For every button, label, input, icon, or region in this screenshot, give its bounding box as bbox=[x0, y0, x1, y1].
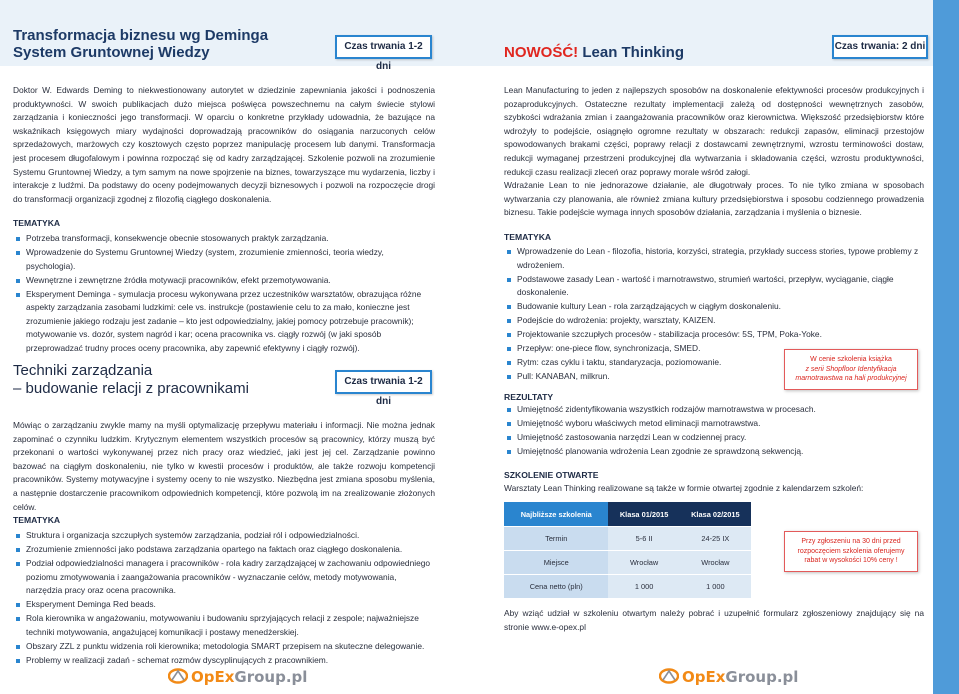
right-intro-b: Wdrażanie Lean to nie jednorazowe działanie, ale długotrwały proces. To nie tylko zmiana w sposobach wytwarzania czy planowania, ale również zmiana kultury przedsiębiorstwa i sposobu codziennego prowadzenia biznesu. Takie podejście wymaga innych sposobów działania, zarządzania i myślenia o biznesie. bbox=[504, 180, 924, 218]
right-duration-badge: Czas trwania: 2 dni bbox=[832, 35, 928, 59]
left-intro-b: W oparciu o konkretne przykłady udowadnia, że bazujące na wskaźnikach księgowych miary wydajności doprowadzają pracowników do osiągania narzuconych celów sprzedażowych, marżowych czy kosztowych często poprzez manipulację procesem lub danymi. Transformacja jest procesem długofalowym i powinna rozpocząć się od kadry zarządzającej. Szkolenie pozwoli na zrozumienie Systemu Gruntownej Wiedzy, a tym samym na nowe spojrzenie na biznes, towarzyszące mu wydarzenia, liczby i interakcje z ludźmi. Da podstawy do oceny podejmowanych decyzji biznesowych i pozwoli na rozpoczęcie drogi do transformacji organizacji zgodnej z filozofią ciągłego doskonalenia. bbox=[13, 112, 435, 204]
left-title2-line1: Techniki zarządzania bbox=[13, 362, 153, 379]
list-item: Eksperyment Deminga - symulacja procesu wykonywana przez uczestników warsztatów, obrazująca różne aspekty zarządzania zasobami ludzkimi: cele vs. instrukcje (postawienie celu to za mało, konieczne jest zrozumienie jakiego rodzaju jest zadanie – kto jest odpowiedzialny, jakiej pomocy potrzebuje pracownik); motywowanie vs. dozór, system nagród i kar; ocena pracownika vs. ciągły rozwój (w jaki sposób przeprowadzać trudny proces oceny pracownika, aby zapewnić efektywny i ciągły rozwój). bbox=[13, 288, 435, 356]
discount-note-box bbox=[784, 531, 918, 572]
list-item: Eksperyment Deminga Red beads. bbox=[13, 598, 435, 612]
list-item: Umiejętność zastosowania narzędzi Lean w codziennej pracy. bbox=[504, 431, 924, 445]
left-duration-badge: Czas trwania 1-2 dni bbox=[335, 35, 432, 59]
list-item: Zrozumienie zmienności jako podstawa zarządzania opartego na faktach oraz ciągłego doskonalenia. bbox=[13, 543, 435, 557]
right-results-heading: REZULTATY bbox=[504, 392, 554, 402]
table-row bbox=[504, 550, 751, 574]
list-item: Potrzeba transformacji, konsekwencje obecnie stosowanych praktyk zarządzania. bbox=[13, 232, 435, 246]
table-header-cell: Klasa 02/2015 bbox=[680, 502, 751, 526]
left-logo-rest: Group.pl bbox=[234, 668, 308, 686]
right-intro bbox=[504, 84, 924, 220]
left-intro-a: Doktor W. Edwards Deming to niekwestionowany autorytet w dziedzinie zapewniania jakości i podnoszenia produktywności. W swoich publikacjach dużo miejsca poświęca powszechnemu na całym świecie stylowi zarządzania i konieczności jego transformacji. bbox=[13, 85, 435, 123]
list-item: Umiejętność zidentyfikowania wszystkich rodzajów marnotrawstwa w procesach. bbox=[504, 403, 924, 417]
schedule-table bbox=[504, 502, 751, 598]
left-intro bbox=[13, 84, 435, 206]
right-topics-heading: TEMATYKA bbox=[504, 232, 552, 242]
left-title bbox=[13, 27, 268, 61]
table-header-cell: Klasa 01/2015 bbox=[608, 502, 679, 526]
table-cell: Termin bbox=[504, 526, 608, 550]
left-title2 bbox=[13, 362, 249, 398]
left-logo-brand: OpEx bbox=[191, 668, 235, 686]
signup-text: Aby wziąć udział w szkoleniu otwartym należy pobrać i uzupełnić formularz zgłoszeniowy znajdujący się na stronie www.e-opex.pl bbox=[504, 608, 924, 632]
list-item: Podział odpowiedzialności managera i pracowników - rola kadry zarządzającej w zachowaniu odpowiedniego poziomu zmotywowania i zaangażowania pracowników - wyznaczanie celów, metody motywowania, narzędzia pracy oraz ocena pracownika. bbox=[13, 557, 435, 598]
left-title2-line2: – budowanie relacji z pracownikami bbox=[13, 380, 249, 397]
table-header-cell: Najbliższe szkolenia bbox=[504, 502, 608, 526]
right-logo bbox=[659, 668, 798, 688]
right-logo-rest: Group.pl bbox=[725, 668, 799, 686]
table-cell: 1 000 bbox=[680, 574, 751, 598]
table-row bbox=[504, 526, 751, 550]
left-intro2: Mówiąc o zarządzaniu zwykle mamy na myśli optymalizację przepływu materiału i informacji. Nie można jednak zapominać o czynniku ludzkim. Krytycznym elementem wszystkich procesów są pracownicy, którzy muszą być przekonani o wartości wykonywanej przez nich pracy oraz wiedzieć, jaki jest jej cel. Zarządzanie powinno bazować na ciągłym doskonaleniu, nie tylko w kwestii procesów i produktów, ale także rozwoju kompetencji pracowników. Systemy motywacyjne i systemy oceny to nie wszystko. Niezbędna jest zmiana sposobu myślenia, a następnie dostarczenie pracownikom odpowiednich kompetencji, które pozwolą im na zrealizowanie złożonych celów. bbox=[13, 420, 435, 512]
accent-strip bbox=[933, 0, 959, 694]
list-item: Wewnętrzne i zewnętrzne źródła motywacji pracowników, efekt przemotywowania. bbox=[13, 274, 435, 288]
list-item: Przepływ: one-piece flow, synchronizacja, SMED. bbox=[504, 342, 924, 356]
book-note-box bbox=[784, 349, 918, 390]
list-item: Obszary ZZL z punktu widzenia roli kierownika; metodologia SMART przepisem na skuteczne delegowanie. bbox=[13, 640, 435, 654]
list-item: Budowanie kultury Lean - rola zarządzających w ciągłym doskonaleniu. bbox=[504, 300, 924, 314]
table-cell: 1 000 bbox=[608, 574, 679, 598]
right-title bbox=[504, 44, 684, 61]
discount-line3: rabat w wysokości 10% ceny ! bbox=[804, 557, 898, 564]
opex-logo-icon bbox=[659, 668, 679, 684]
right-open-text: Warsztaty Lean Thinking realizowane są także w formie otwartej zgodnie z kalendarzem szkoleń: bbox=[504, 483, 864, 493]
left-topics-list bbox=[13, 232, 435, 356]
left-topics-heading: TEMATYKA bbox=[13, 218, 61, 228]
table-header-row bbox=[504, 502, 751, 526]
book-note-line2: z serii Shopfloor Identyfikacja bbox=[805, 365, 897, 373]
opex-logo-icon bbox=[168, 668, 188, 684]
table-row bbox=[504, 574, 751, 598]
list-item: Rytm: czas cyklu i taktu, standaryzacja, poziomowanie. bbox=[504, 356, 924, 370]
left-title-line2: System Gruntownej Wiedzy bbox=[13, 44, 210, 61]
list-item: Projektowanie szczupłych procesów - stabilizacja procesów: 5S, TPM, Poka-Yoke. bbox=[504, 328, 924, 342]
right-column bbox=[494, 0, 934, 694]
list-item: Struktura i organizacja szczupłych systemów zarządzania, podział ról i odpowiedzialności. bbox=[13, 529, 435, 543]
right-title-new: NOWOŚĆ! bbox=[504, 44, 579, 61]
table-cell: 24-25 IX bbox=[680, 526, 751, 550]
table-cell: Wrocław bbox=[680, 550, 751, 574]
right-title-rest: Lean Thinking bbox=[582, 44, 685, 61]
list-item: Umiejętność wyboru właściwych metod eliminacji marnotrawstwa. bbox=[504, 417, 924, 431]
right-logo-brand: OpEx bbox=[682, 668, 726, 686]
book-note-line3: marnotrawstwa na hali produkcyjnej bbox=[795, 375, 907, 382]
discount-line2: rozpoczęciem szkolenia oferujemy bbox=[797, 547, 905, 555]
right-open-heading: SZKOLENIE OTWARTE bbox=[504, 470, 599, 480]
book-note-line1: W cenie szkolenia książka bbox=[810, 356, 892, 363]
left-topics2-heading: TEMATYKA bbox=[13, 515, 61, 525]
left-topics2-list bbox=[13, 529, 435, 668]
list-item: Wprowadzenie do Lean - filozofia, historia, korzyści, strategia, przykłady success stories, typowe problemy z wdrożeniem. bbox=[504, 245, 924, 272]
table-cell: Wrocław bbox=[608, 550, 679, 574]
table-cell: 5-6 II bbox=[608, 526, 679, 550]
discount-line1: Przy zgłoszeniu na 30 dni przed bbox=[801, 538, 901, 545]
right-intro-a: Lean Manufacturing to jeden z najlepszych sposobów na doskonalenie efektywności procesów produkcyjnych i pozaprodukcyjnych. Ostateczne rezultaty implementacji zależą od dostępności wewnętrznych zasobów, szybkości wdrażania zmian i zaangażowania pracowników oraz kierownictwa. Większość przedsiębiorstw które wdrożyły to podejście, osiągnęło ogromne rezultaty w obszarach: redukcji zapasów, eliminacji przestojów spowodowanych brakami części, poprawy relacji z dostawcami zewnętrznymi, wzrostu terminowości dostaw, redukcji wymaganej przestrzeni produkcyjnej dla wytwarzania i składowania części, wzrostu produktywności, redukcji czasu realizacji zleceń oraz poprawy morale wśród załogi. bbox=[504, 85, 924, 177]
list-item: Pull: KANABAN, milkrun. bbox=[504, 370, 924, 384]
list-item: Podstawowe zasady Lean - wartość i marnotrawstwo, strumień wartości, przepływ, wyciąganie, ciągłe doskonalenie. bbox=[504, 273, 924, 300]
list-item: Problemy w realizacji zadań - schemat rozmów dyscyplinujących z pracownikiem. bbox=[13, 654, 435, 668]
table-cell: Miejsce bbox=[504, 550, 608, 574]
left-duration2-badge: Czas trwania 1-2 dni bbox=[335, 370, 432, 394]
list-item: Rola kierownika w angażowaniu, motywowaniu i budowaniu sprzyjających relacji z zespole; najważniejsze techniki motywowania, angażującej komunikacji i postawy menedżerskiej. bbox=[13, 612, 435, 639]
left-column bbox=[0, 0, 460, 694]
list-item: Wprowadzenie do Systemu Gruntownej Wiedzy (system, zrozumienie zmienności, teoria wiedzy, psychologia). bbox=[13, 246, 435, 273]
left-title-line1: Transformacja biznesu wg Deminga bbox=[13, 27, 269, 44]
left-logo bbox=[168, 668, 307, 688]
list-item: Umiejętność planowania wdrożenia Lean zgodnie ze sprawdzoną sekwencją. bbox=[504, 445, 924, 459]
table-cell: Cena netto (pln) bbox=[504, 574, 608, 598]
list-item: Podejście do wdrożenia: projekty, warsztaty, KAIZEN. bbox=[504, 314, 924, 328]
right-results-list bbox=[504, 403, 924, 459]
